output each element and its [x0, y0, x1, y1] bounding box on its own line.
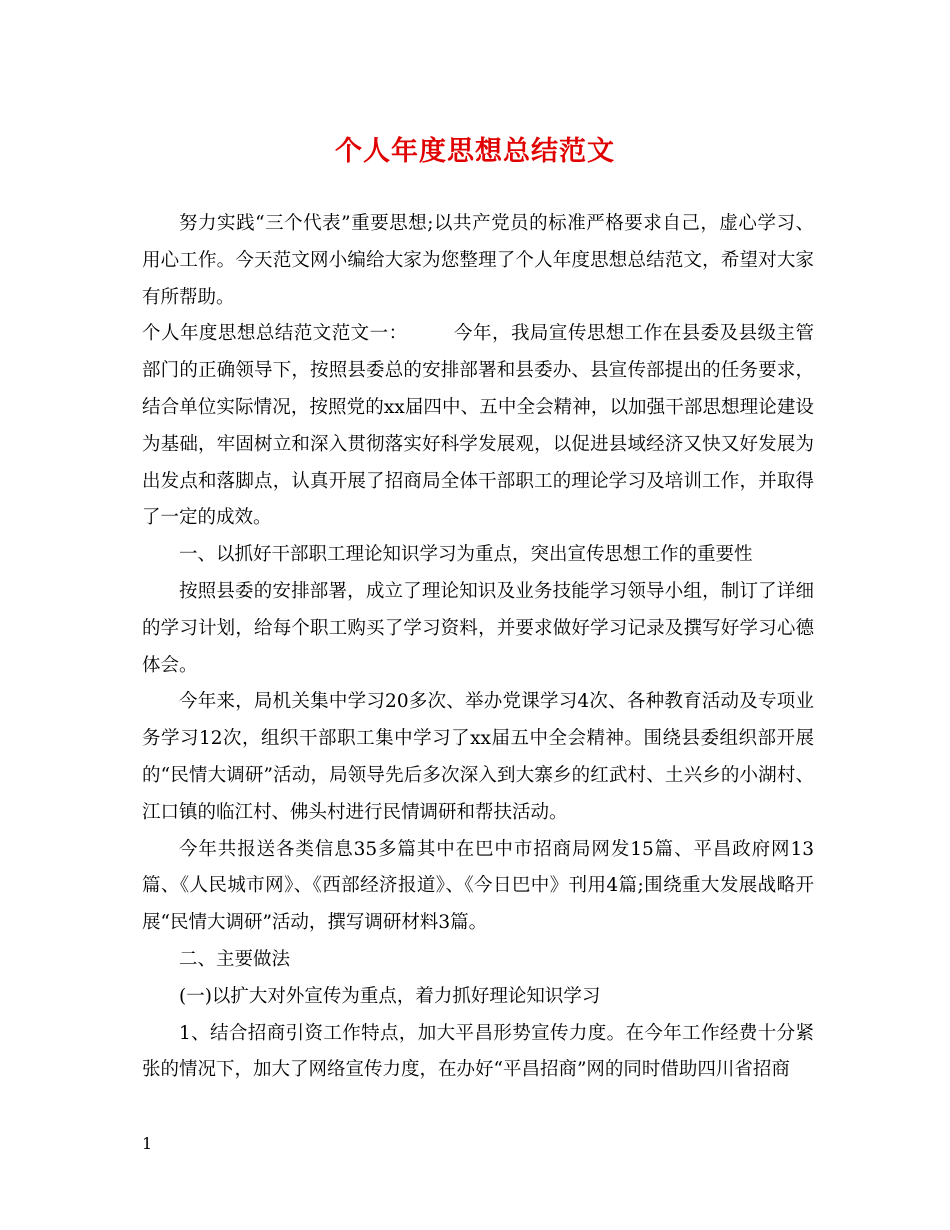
section-2-heading: 二、主要做法 — [179, 948, 291, 970]
document-body — [142, 206, 814, 1089]
section-1-paragraph-2: 今年来，局机关集中学习20多次、举办党课学习4次、各种教育活动及专项业务学习12次，组织干部职工集中学习了xx届五中全会精神。围绕县委组织部开展的“民情大调研”活动，局领导先后多次深入到大寨乡的红武村、土兴乡的小湖村、江口镇的临江村、佛头村进行民情调研和帮扶活动。 — [142, 691, 814, 823]
document-title: 个人年度思想总结范文 — [335, 136, 615, 167]
section-2-subheading-1: (一)以扩大对外宣传为重点，着力抓好理论知识学习 — [179, 985, 601, 1007]
page-number: 1 — [142, 1134, 153, 1153]
section-1-heading: 一、以抓好干部职工理论知识学习为重点，突出宣传思想工作的重要性 — [179, 544, 753, 566]
sample-label: 个人年度思想总结范文范文一： — [142, 323, 408, 345]
section-1-paragraph-1: 按照县委的安排部署，成立了理论知识及业务技能学习领导小组，制订了详细的学习计划，给每个职工购买了学习资料，并要求做好学习记录及撰写好学习心德体会。 — [142, 580, 814, 676]
section-1-paragraph-3: 今年共报送各类信息35多篇其中在巴中市招商局网发15篇、平昌政府网13篇、《人民城市网》、《西部经济报道》、《今日巴中》刊用4篇;围绕重大发展战略开展“民情大调研”活动，撰写调研材料3篇。 — [142, 838, 814, 934]
intro-paragraph: 努力实践“三个代表”重要思想;以共产党员的标准严格要求自己，虚心学习、用心工作。今天范文网小编给大家为您整理了个人年度思想总结范文，希望对大家有所帮助。 — [142, 213, 814, 308]
sample-paragraph — [142, 316, 814, 537]
sample-opening-text: 今年，我局宣传思想工作在县委及县级主管部门的正确领导下，按照县委总的安排部署和县委办、县宣传部提出的任务要求，结合单位实际情况，按照党的xx届四中、五中全会精神，以加强干部思想理论建设为基础，牢固树立和深入贯彻落实好科学发展观，以促进县域经济又快又好发展为出发点和落脚点，认真开展了招商局全体干部职工的理论学习及培训工作，并取得了一定的成效。 — [142, 323, 814, 529]
section-2-paragraph-1: 1、结合招商引资工作特点，加大平昌形势宣传力度。在今年工作经费十分紧张的情况下，加大了网络宣传力度，在办好“平昌招商”网的同时借助四川省招商 — [142, 1022, 814, 1081]
